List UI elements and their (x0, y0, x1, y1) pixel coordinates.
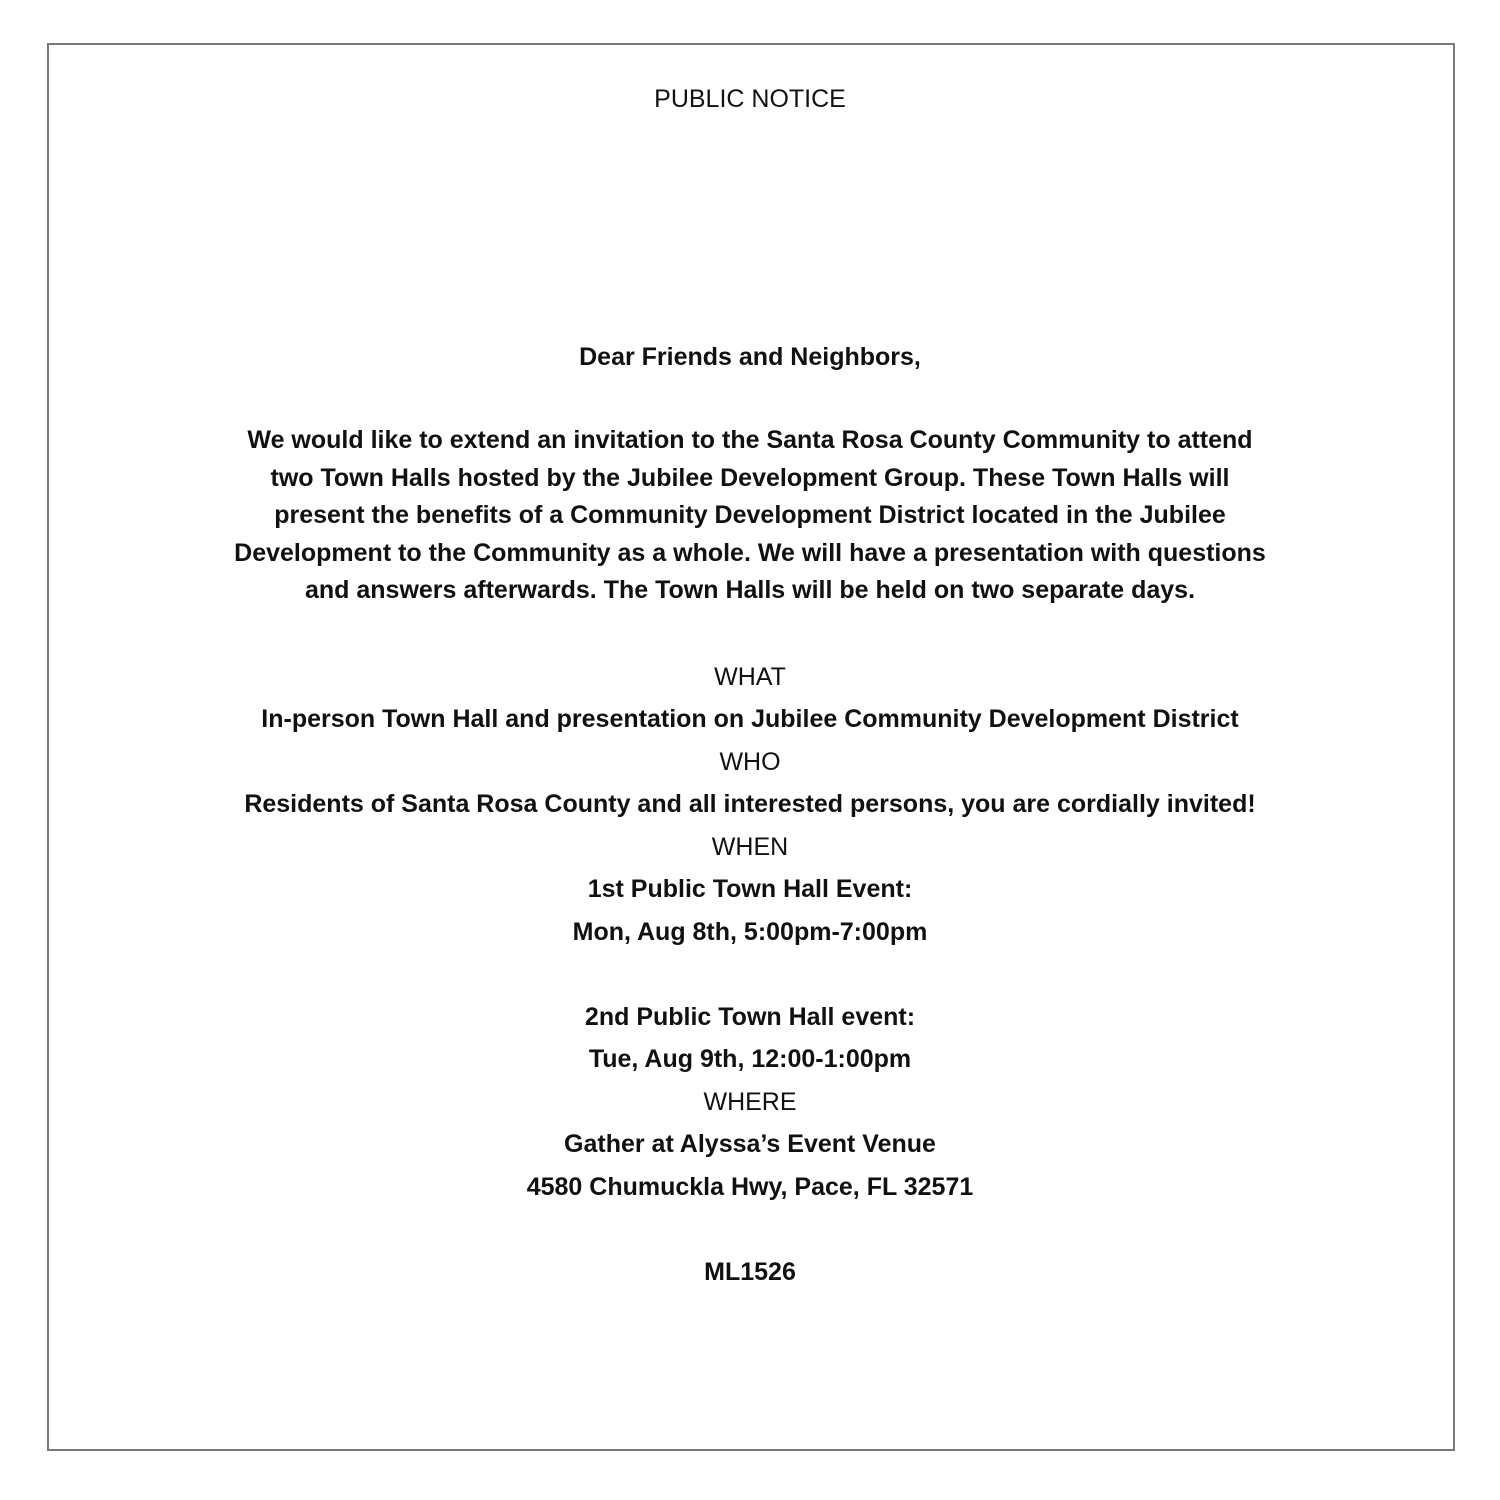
when-heading: WHEN (711, 833, 789, 861)
salutation: Dear Friends and Neighbors, (579, 343, 921, 371)
what-heading: WHAT (714, 663, 786, 691)
who-heading: WHO (719, 748, 781, 776)
what-text: In-person Town Hall and presentation on Jubilee Community Development District (261, 705, 1239, 733)
paragraph-line: We would like to extend an invitation to the Santa Rosa County Community to attend (247, 426, 1253, 454)
notice-code: ML1526 (704, 1258, 796, 1286)
paragraph-line: present the benefits of a Community Development District located in the Jubilee (274, 501, 1226, 529)
event1-label: 1st Public Town Hall Event: (587, 875, 913, 903)
venue-name: Gather at Alyssa’s Event Venue (564, 1130, 936, 1158)
venue-address: 4580 Chumuckla Hwy, Pace, FL 32571 (526, 1173, 974, 1201)
event2-label: 2nd Public Town Hall event: (584, 1003, 916, 1031)
where-heading: WHERE (703, 1088, 797, 1116)
event1-time: Mon, Aug 8th, 5:00pm-7:00pm (572, 918, 928, 946)
invitation-paragraph (150, 422, 1350, 610)
paragraph-line: Development to the Community as a whole. We will have a presentation with questions (234, 538, 1266, 567)
notice-title: PUBLIC NOTICE (654, 85, 846, 113)
who-text: Residents of Santa Rosa County and all interested persons, you are cordially invited! (244, 790, 1256, 818)
paragraph-line: two Town Halls hosted by the Jubilee Development Group. These Town Halls will (270, 463, 1230, 492)
event2-time: Tue, Aug 9th, 12:00-1:00pm (588, 1045, 912, 1073)
paragraph-line: and answers afterwards. The Town Halls will be held on two separate days. (304, 576, 1196, 604)
